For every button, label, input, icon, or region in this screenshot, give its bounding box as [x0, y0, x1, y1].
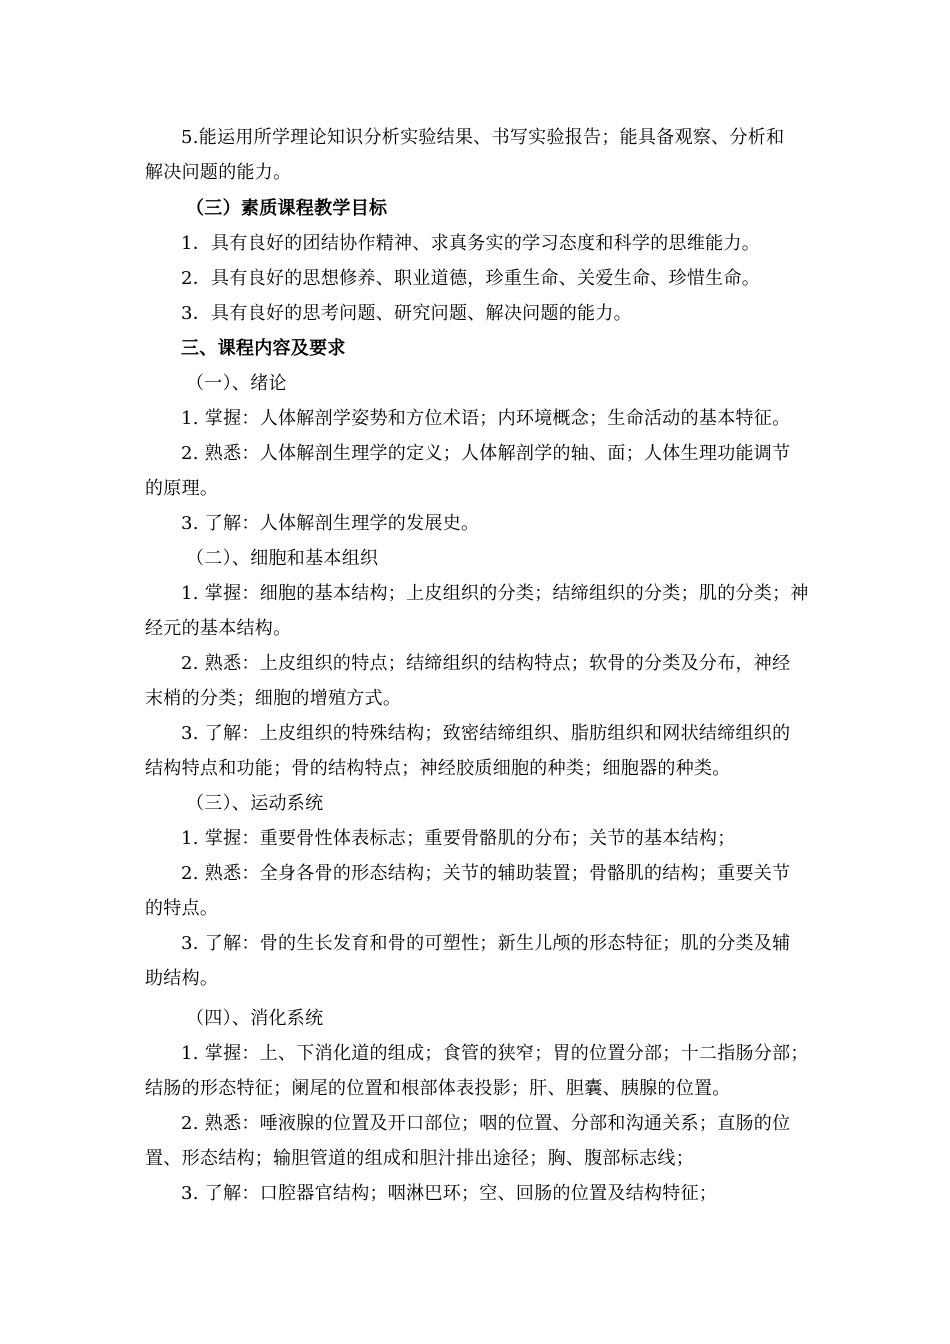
intro-familiar-cont: 的原理。 [145, 478, 219, 499]
motor-understand: 3. 了解：骨的生长发育和骨的可塑性；新生儿颅的形态特征；肌的分类及辅 [181, 933, 791, 954]
digestive-familiar-cont: 置、形态结构；输胆管道的组成和胆汁排出途径；胸、腹部标志线； [145, 1148, 694, 1169]
digestive-master: 1. 掌握：上、下消化道的组成；食管的狭窄；胃的位置分部；十二指肠分部； [181, 1043, 809, 1064]
motor-understand-cont: 助结构。 [145, 968, 219, 989]
quality-goal-1: 1．具有良好的团结协作精神、求真务实的学习态度和科学的思维能力。 [181, 233, 761, 254]
subsection-cells-tissues: （二）、细胞和基本组织 [186, 548, 379, 569]
cells-master: 1. 掌握：细胞的基本结构；上皮组织的分类；结缔组织的分类；肌的分类；神 [181, 583, 809, 604]
intro-familiar: 2. 熟悉：人体解剖生理学的定义；人体解剖学的轴、面；人体生理功能调节 [181, 443, 791, 464]
intro-master: 1. 掌握：人体解剖学姿势和方位术语；内环境概念；生命活动的基本特征。 [181, 408, 791, 429]
cells-understand-cont: 结构特点和功能；骨的结构特点；神经胶质细胞的种类；细胞器的种类。 [145, 758, 731, 779]
subsection-introduction: （一）、绪论 [186, 373, 287, 394]
quality-goal-3: 3．具有良好的思考问题、研究问题、解决问题的能力。 [181, 303, 632, 324]
motor-master: 1. 掌握：重要骨性体表标志；重要骨骼肌的分布；关节的基本结构； [181, 828, 736, 849]
objective-5-cont: 解决问题的能力。 [145, 162, 292, 183]
section-heading-content: 三、课程内容及要求 [181, 338, 346, 359]
intro-understand: 3. 了解：人体解剖生理学的发展史。 [181, 513, 480, 534]
motor-familiar: 2. 熟悉：全身各骨的形态结构；关节的辅助装置；骨骼肌的结构；重要关节 [181, 863, 791, 884]
objective-5: 5.能运用所学理论知识分析实验结果、书写实验报告；能具备观察、分析和 [181, 127, 785, 148]
digestive-master-cont: 结肠的形态特征；阑尾的位置和根部体表投影；肝、胆囊、胰腺的位置。 [145, 1078, 731, 1099]
subsection-motor-system: （三）、运动系统 [186, 793, 324, 814]
quality-goal-2: 2．具有良好的思想修养、职业道德，珍重生命、关爱生命、珍惜生命。 [181, 268, 761, 289]
cells-familiar-cont: 末梢的分类；细胞的增殖方式。 [145, 688, 402, 709]
cells-master-cont: 经元的基本结构。 [145, 618, 292, 639]
section-heading-quality: （三）素质课程教学目标 [186, 198, 388, 219]
digestive-familiar: 2. 熟悉：唾液腺的位置及开口部位；咽的位置、分部和沟通关系；直肠的位 [181, 1113, 791, 1134]
cells-familiar: 2. 熟悉：上皮组织的特点；结缔组织的结构特点；软骨的分类及分布，神经 [181, 653, 791, 674]
cells-understand: 3. 了解：上皮组织的特殊结构；致密结缔组织、脂肪组织和网状结缔组织的 [181, 723, 791, 744]
motor-familiar-cont: 的特点。 [145, 898, 219, 919]
subsection-digestive-system: （四）、消化系统 [186, 1008, 324, 1029]
digestive-understand: 3. 了解：口腔器官结构；咽淋巴环；空、回肠的位置及结构特征； [181, 1183, 718, 1204]
